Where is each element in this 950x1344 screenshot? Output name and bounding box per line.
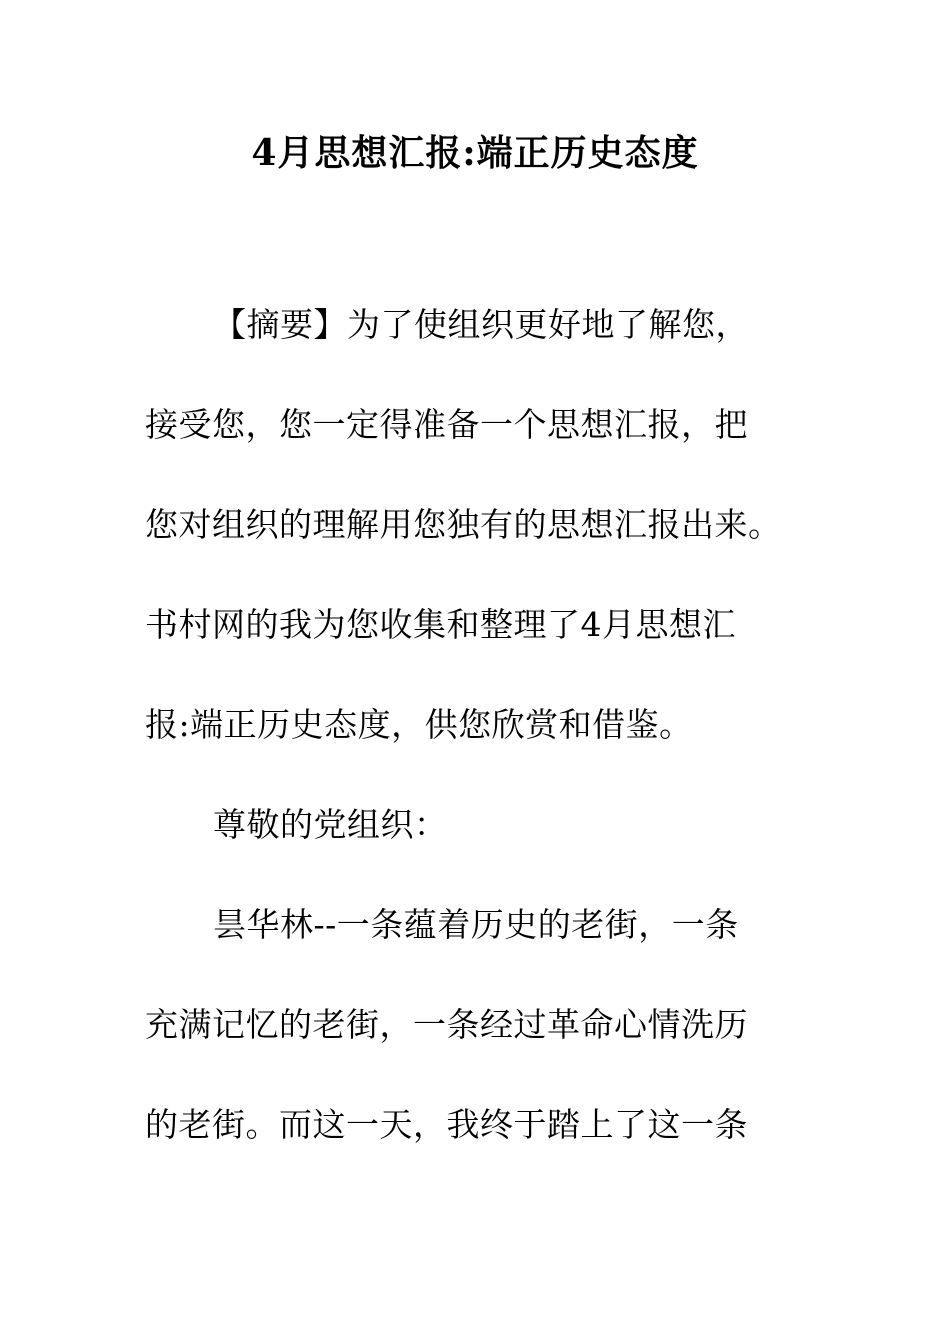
body-line-8: 充满记忆的老街，一条经过革命心情洗历 [145,1005,748,1044]
body-line-3: 您对组织的理解用您独有的思想汇报出来。 [145,505,782,544]
document-title: 4月思想汇报:端正历史态度 [251,132,699,174]
body-line-2: 接受您，您一定得准备一个思想汇报，把 [145,405,748,444]
body-line-9: 的老街。而这一天，我终于踏上了这一条 [145,1105,748,1144]
salutation-line: 尊敬的党组织： [213,805,448,844]
body-line-7: 昙华林--一条蕴着历史的老街，一条 [213,905,739,944]
body-line-5: 报:端正历史态度，供您欣赏和借鉴。 [145,705,693,744]
body-line-1: 【摘要】为了使组织更好地了解您， [213,305,749,344]
body-line-4: 书村网的我为您收集和整理了4月思想汇 [145,605,736,644]
